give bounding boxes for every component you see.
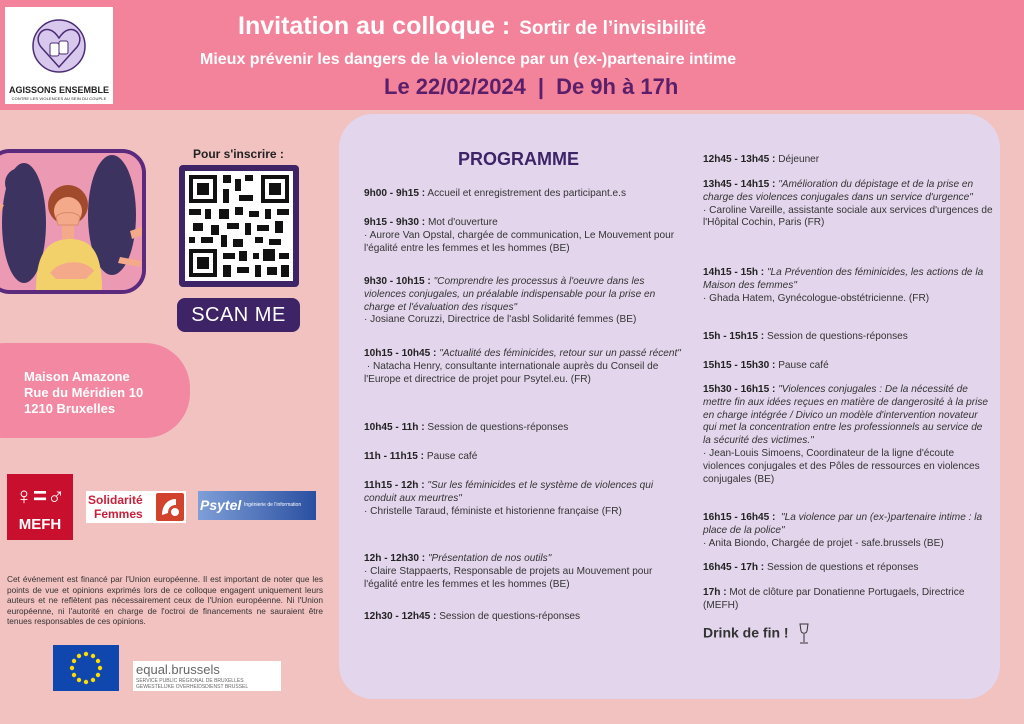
program-time: 16h45 - 17h : [703,562,765,573]
page-subtitle: Mieux prévenir les dangers de la violence par un (ex-)partenaire intime [200,51,737,68]
program-entry [364,422,684,435]
program-time: 15h15 - 15h30 : [703,360,776,371]
program-talk-title: "Violences conjugales : De la nécessité de mettre fin aux idées reçues en matière de dangerosité à la prise en charge intégrée / Divico un modèle d'intervention novateur qui met la concentration entre les professionnels au service de la sécurité des victimes." [703,384,989,447]
program-entry [703,587,993,613]
scan-me-button[interactable]: SCAN ME [177,298,300,332]
program-time: 12h - 12h30 : [364,553,426,564]
closing-drink [703,623,810,645]
agissons-ensemble-logo [5,7,113,104]
program-time: 9h30 - 10h15 : [364,276,431,287]
program-label: Accueil et enregistrement des participant.e.s [425,188,627,199]
header-banner [0,0,1024,110]
venue-address [0,343,190,438]
program-label: Mot d'ouverture [425,217,498,228]
solidarite-mark-icon [156,493,184,521]
program-talk-title: "Présentation de nos outils" [427,553,552,564]
program-entry [703,154,993,167]
date-separator: | [537,74,545,99]
program-speaker: · Jean-Louis Simoens, Coordinateur de la ligne d'écoute violences conjugales et des Pôles de ressources en violences conjugales (BE) [703,447,983,485]
program-time: 17h : [703,587,727,598]
program-time: 9h15 - 9h30 : [364,217,426,228]
program-entry [364,348,684,386]
program-time: 11h15 - 12h : [364,480,425,491]
program-label: Pause café [775,360,829,371]
program-entry [364,451,684,464]
program-label: Mot de clôture par Donatienne Portugaels, Directrice (MEFH) [703,587,968,611]
heart-hands-icon [31,11,87,81]
program-speaker: · Christelle Taraud, féministe et historienne française (FR) [364,505,622,517]
femmes-word: Femmes [94,507,143,521]
program-speaker: · Natacha Henry, consultante internationale auprès du Conseil de l'Europe et directrice de projet pour Psytel.eu. (FR) [364,360,662,385]
program-label: Déjeuner [775,154,820,165]
program-talk-title: "Comprendre les processus à l'oeuvre dans les violences conjugales, un préalable indispensable pour la prise en charge et l'évaluation des risques" [364,276,656,313]
logo-tagline: CONTRE LES VIOLENCES AU SEIN DU COUPLE [11,96,107,101]
logo-name: AGISSONS ENSEMBLE [8,85,109,95]
program-entry [703,562,993,575]
program-time: 14h15 - 15h : [703,267,765,278]
program-entry [703,331,993,344]
program-time: 13h45 - 14h15 : [703,179,776,190]
program-time: 10h15 - 10h45 : [364,348,437,359]
program-speaker: · Ghada Hatem, Gynécologue-obstétricienne. (FR) [703,292,930,304]
program-speaker: · Aurore Van Opstal, chargée de communication, Le Mouvement pour l'égalité entre les femmes et les hommes (BE) [364,229,677,254]
program-entry [703,384,993,486]
program-talk-title: "Sur les féminicides et le système de violences qui conduit aux meurtres" [364,480,654,504]
psytel-tagline: Ingénierie de l'information [244,502,302,508]
program-talk-title: "Amélioration du dépistage et de la prise en charge des violences conjugales dans un service d'urgence" [703,179,974,203]
equal-brussels-sub-nl: GEWESTELIJKE OVERHEIDSDIENST BRUSSEL [136,684,249,690]
program-time: 12h45 - 13h45 : [703,154,776,165]
psytel-logo [198,491,316,520]
eu-flag-logo [53,645,119,691]
eu-stars-icon [53,645,119,691]
program-label: Pause café [424,451,478,462]
program-time: 15h - 15h15 : [703,331,765,342]
program-time: 12h30 - 12h45 : [364,611,437,622]
wine-glass-icon [798,623,810,645]
event-date-line [384,74,678,100]
program-time: 15h30 - 16h15 : [703,384,776,395]
programme-panel [339,114,1000,699]
qr-code[interactable] [179,165,299,287]
register-label: Pour s'inscrire : [193,147,284,161]
program-entry [703,179,996,230]
program-entry [364,217,684,255]
program-entry [364,480,684,518]
event-time: De 9h à 17h [556,74,679,99]
program-entry [703,512,993,550]
address-line-1: Maison Amazone [24,369,130,384]
funding-disclaimer: Cet événement est financé par l'Union européenne. Il est important de noter que les points de vue et opinions exprimés lors de ce colloque engagent uniquement leurs auteurs et ne reflètent pas nécessairement ceux de l'Union européenne. Ni l'Union européenne, ni l'autorité en charge de l'octroi de financements ne sauraient être tenues responsables de ces opinions. [7,574,323,627]
program-entry [364,276,684,327]
program-entry [364,611,684,624]
program-label: Session de questions-réponses [764,331,908,342]
qr-code-icon [179,165,299,287]
program-label: Session de questions-réponses [424,422,569,433]
program-speaker: · Claire Stappaerts, Responsable de projets au Mouvement pour l'égalité entre les femmes et les hommes (BE) [364,565,656,590]
program-entry [703,267,993,305]
program-speaker: · Anita Biondo, Chargée de projet - safe.brussels (BE) [703,537,944,549]
equal-brussels-sub-fr: SERVICE PUBLIC RÉGIONAL DE BRUXELLES [136,678,244,684]
program-talk-title: "La violence par un (ex-)partenaire intime : la place de la police" [703,512,983,536]
solidarite-word: Solidarité [88,493,143,507]
program-time: 16h15 - 16h45 : [703,512,776,523]
program-time: 11h - 11h15 : [364,451,425,462]
equal-brussels-name: equal.brussels [136,662,220,677]
illustration-frame [0,149,146,294]
program-entry [703,360,993,373]
program-label: Session de questions et réponses [764,562,919,573]
event-date: Le 22/02/2024 [384,74,526,99]
program-talk-title: "La Prévention des féminicides, les actions de la Maison des femmes" [703,267,984,291]
program-speaker: · Josiane Coruzzi, Directrice de l'asbl Solidarité femmes (BE) [364,314,637,326]
women-violence-illustration [0,153,142,290]
equal-brussels-logo [133,661,281,691]
program-label: Session de questions-réponses [436,611,581,622]
mefh-logo [7,474,73,540]
title-sub: Sortir de l’invisibilité [519,18,707,39]
address-line-2: Rue du Méridien 10 [24,385,144,400]
page-title [238,12,706,41]
address-line-3: 1210 Bruxelles [24,401,116,416]
program-time: 9h00 - 9h15 : [364,188,426,199]
drink-label: Drink de fin ! [703,624,789,641]
program-entry [364,553,684,591]
title-separator: : [494,12,518,40]
program-talk-title: "Actualité des féminicides, retour sur un passé récent" [439,348,681,359]
title-main: Invitation au colloque [238,12,495,40]
program-time: 10h45 - 11h : [364,422,425,433]
psytel-name: Psytel [200,497,242,513]
program-entry [364,188,684,201]
solidarite-femmes-logo [86,491,186,523]
gender-equality-icon: ♀=♂ [14,483,65,510]
programme-title: PROGRAMME [458,149,579,169]
program-speaker: · Caroline Vareille, assistante sociale aux services d'urgences de l'Hôpital Cochin, Paris (FR) [703,204,996,229]
mefh-label: MEFH [18,516,62,533]
